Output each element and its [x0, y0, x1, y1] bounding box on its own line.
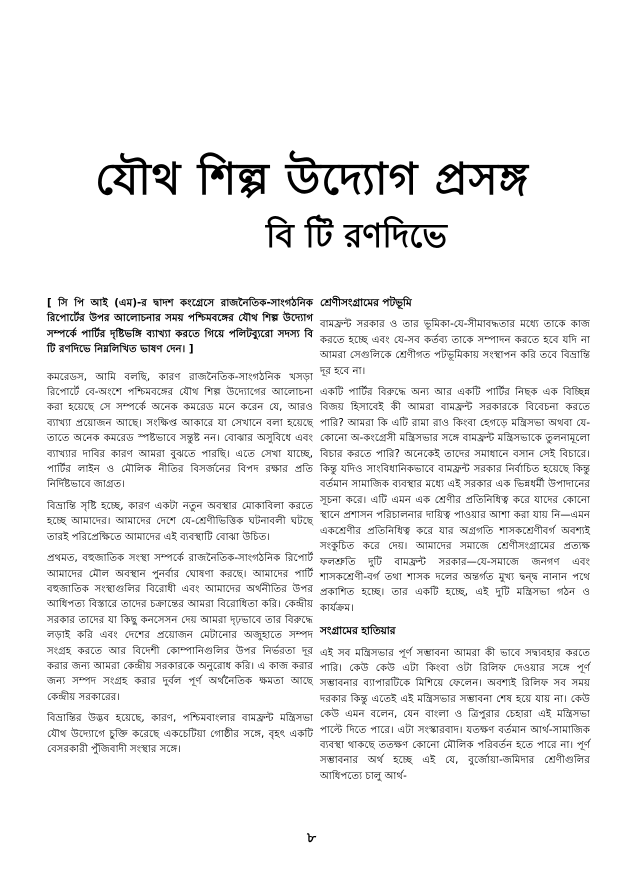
author-name: বি টি রণদিভে: [266, 216, 447, 255]
paragraph: কমরেডস, আমি বলছি, কারণ রাজনৈতিক-সাংগঠনিক খসড়া রিপোর্টে বে-অংশে পশ্চিমবঙ্গের যৌথ শিল্প উদ্যোগের আলোচনা করা হয়েছে সে সম্পর্কে অনেক কমরেড মনে করেন যে, আরও ব্যাখ্যা প্রয়োজন আছে। সংক্ষিপ্ত আকারে যা সেখানে বলা হয়েছে তাতে অনেক কমরেড স্পষ্টভাবে সন্তুষ্ট নন। বোঝার অসুবিধে এবং ব্যাখ্যার দাবির কারণ আমরা বুঝতে পারছি। এতে সেখা যাচ্ছে, পার্টির লাইন ও মৌলিক নীতির বিসর্জনের বিপদ রক্ষার প্রতি নির্দিষ্টভাবে জাগ্রত।: [47, 371, 313, 491]
right-column: [320, 296, 590, 790]
section-heading: শ্রেণীসংগ্রামের পটভূমি: [320, 297, 412, 309]
editor-note: [47, 296, 313, 358]
paragraph: বিভ্রান্তির উদ্ভব হয়েছে, কারণ, পশ্চিমবাংলার বামফ্রন্ট মন্ত্রিসভা যৌথ উদ্যোগে চুক্তি করেছে একচেটিয়া গোষ্ঠীর সঙ্গে, বৃহৎ একটি বেসরকারী পুঁজিবাদী সংস্থার সঙ্গে।: [47, 713, 313, 755]
article-title: যৌথ শিল্প উদ্যোগ প্রসঙ্গ: [95, 154, 529, 205]
paragraph: প্রথমত, বহুজাতিক সংস্থা সম্পর্কে রাজনৈতিক-সাংগঠনিক রিপোর্ট আমাদের মৌল অবস্থান পুনর্বার ঘোষণা করছে। আমাদের পার্টি বহুজাতিক সংস্থাগুলির বিরোধী এবং আমাদের অর্থনীতির উপর আধিপত্য বিস্তারে তাদের চক্রান্তের আমরা বিরোধিতা করি। কেন্দ্রীয় সরকার তাদের যা কিছু কনসেসন দেয় আমরা দৃঢ়ভাবে তার বিরুদ্ধে লড়াই করি এবং দেশের প্রয়োজন মেটানোর অজুহাতে সম্পদ সংগ্রহ করতে আর বিদেশী কোম্পানিগুলির উপর নির্ভরতা দূর করার জন্য আমরা কেন্দ্রীয় সরকারকে অনুরোধ করি। এ কাজ করার জন্য সম্পদ সংগ্রহ করার দুর্বল পূর্ণ অর্থনৈতিক ক্ষমতা আছে কেন্দ্রীয় সরকারের।: [47, 553, 313, 703]
section-heading: সংগ্রামের হাতিয়ার: [320, 625, 396, 638]
left-column: [47, 296, 313, 763]
paragraph: বিভ্রান্তি সৃষ্টি হচ্ছে, কারণ একটা নতুন অবস্থার মোকাবিলা করতে হচ্ছে আমাদের। আমাদের দেশে যে-শ্রেণীভিত্তিক ঘটনাবলী ঘটছে তারই পরিপ্রেক্ষিতে আমাদের এই ব্যবস্থাটি বোঝা উচিত।: [47, 500, 313, 543]
editor-note-text: [ সি পি আই (এম)-র দ্বাদশ কংগ্রেসে রাজনৈতিক-সাংগঠনিক রিপোর্টের উপর আলোচনার সময় পশ্চিমবঙ্গের যৌথ শিল্প উদ্যোগ সম্পর্কে পার্টির দৃষ্টিভঙ্গি ব্যাখ্যা করতে গিয়ে পলিটব্যুরো সদস্য বি টি রণদিভে নিম্নলিখিত ভাষণ দেন। ]: [47, 298, 313, 356]
page-number: ৮: [306, 830, 317, 846]
paragraph: এই সব মন্ত্রিসভার পূর্ণ সম্ভাবনা আমরা কী ভাবে সদ্ব্যবহার করতে পারি। কেউ কেউ এটা কিংবা ওটা রিলিফ দেওয়ার সঙ্গে পূর্ণ সম্ভাবনার ব্যাপারটিকে মিশিয়ে ফেলেন। অবশ্যই রিলিফ সব সময় দরকার কিন্তু এতেই এই মন্ত্রিসভার সম্ভাবনা শেষ হয়ে যায় না। কেউ কেউ এমন বলেন, যেন বাংলা ও ত্রিপুরার চেহারা এই মন্ত্রিসভা পাল্টে দিতে পারে। এটা সংস্কারবাদ। যতক্ষণ বর্তমান আর্থ-সামাজিক ব্যবস্থা থাকছে ততক্ষণ কোনো মৌলিক পরিবর্তন হতে পারে না। পূর্ণ সম্ভাবনার অর্থ হচ্ছে এই যে, বুর্জোয়া-জমিদার শ্রেণীগুলির আধিপত্যে চালু আর্থ-: [320, 647, 590, 782]
paragraph: একটি পার্টির বিরুদ্ধে অন্য আর একটি পার্টির নিছক এক বিচ্ছিন্ন বিজয় হিসাবেই কী আমরা বামফ্রন্ট সরকারকে বিবেচনা করতে পারি? আমরা কি এটি রামা রাও কিংবা হেগড়ে মন্ত্রিসভা অথবা যে-কোনো অ-কংগ্রেসী মন্ত্রিসভার সঙ্গে বামফ্রন্ট মন্ত্রিসভাকে তুলনামূলো বিচার করতে পারি? অনেকেই তাদের সমাধানে বসান সেই বিচারে। কিন্তু যদিও সাংবিধানিকভাবে বামফ্রন্ট সরকার নির্বাচিত হয়েছে কিন্তু বর্তমান সামাজিক ব্যবস্থার মধ্যে এই সরকার এক ভিন্নধর্মী উপাদানের সূচনা করে। এটি এমন এক শ্রেণীর প্রতিনিধিত্ব করে যাদের কোনো স্থানে প্রশাসন পরিচালনার দায়িত্ব পাওয়ার আশা করা যায় নি—এমন একশ্রেণীর প্রতিনিধিত্ব করে যার অগ্রগতি শাসকশ্রেণীবর্গ অবশ্যই সংকুচিত করে দেয়। আমাদের সমাজে শ্রেণীসংগ্রামের প্রত্যক্ষ ফলশ্রুতি দুটি বামফ্রন্ট সরকার—যে-সমাজে জনগণ এবং শাসকশ্রেণী-বর্গ তথা শাসক দলের অন্তর্গত মুখ্য দ্বন্দ্ব নানান পথে প্রকাশিত হচ্ছে। তার একটি হচ্ছে, এই দুটি মন্ত্রিসভা গঠন ও কার্যক্রম।: [320, 387, 590, 614]
paragraph: বামফ্রন্ট সরকার ও তার ভূমিকা-যে-সীমাবদ্ধতার মধ্যে তাকে কাজ করতে হচ্ছে এবং যে-সব কর্তব্য তাকে সম্পাদন করতে হবে যদি না আমরা সেগুলিকে শ্রেণীগত পটভূমিকায় সংস্থাপন করি তবে বিভ্রান্তি দূর হবে না।: [320, 319, 590, 377]
